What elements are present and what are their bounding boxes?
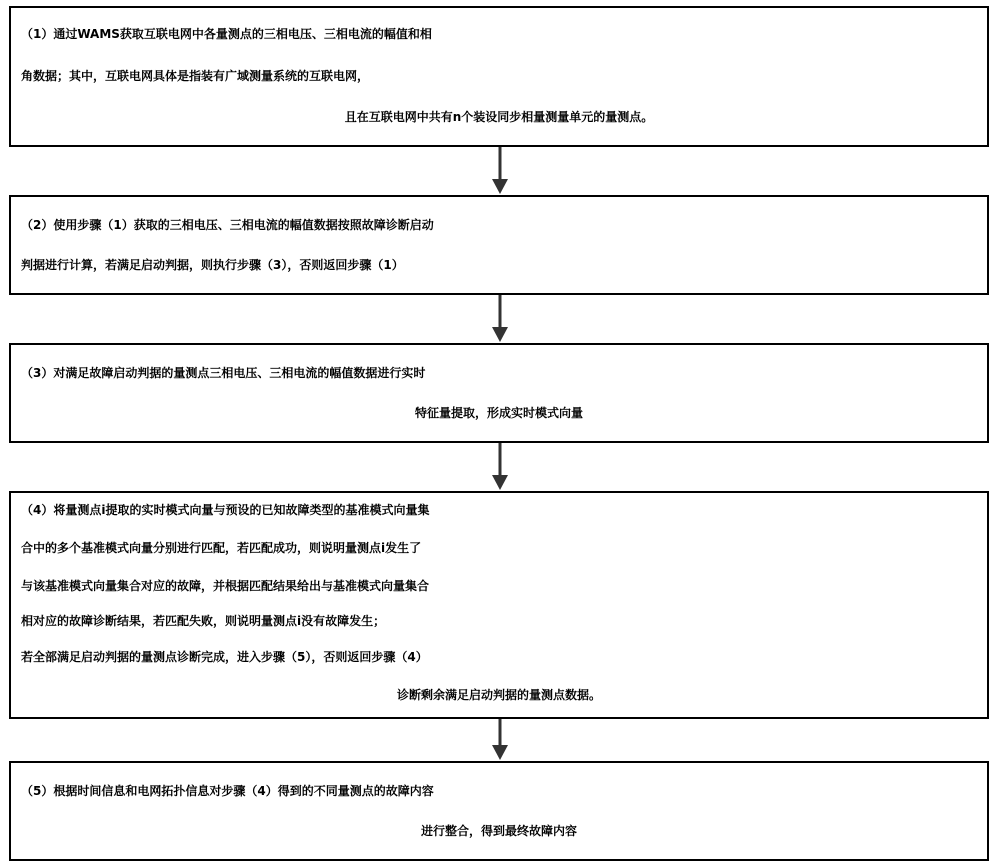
- step-3-box: [9, 343, 989, 443]
- step-2-line-2: 判据进行计算，若满足启动判据，则执行步骤（3），否则返回步骤（1）: [21, 258, 404, 272]
- step-3-line-1: （3）对满足故障启动判据的量测点三相电压、三相电流的幅值数据进行实时: [21, 366, 426, 380]
- step-4-line-6: 诊断剩余满足启动判据的量测点数据。: [396, 688, 601, 702]
- arrow-1-to-2: [489, 147, 511, 195]
- step-1-line-3: 且在互联电网中共有n个装设同步相量测量单元的量测点。: [344, 110, 654, 124]
- step-5-line-2: 进行整合，得到最终故障内容: [420, 824, 577, 838]
- step-2-line-1: （2）使用步骤（1）获取的三相电压、三相电流的幅值数据按照故障诊断启动: [21, 218, 434, 232]
- step-4-line-4: 相对应的故障诊断结果，若匹配失败，则说明量测点i没有故障发生；: [21, 614, 386, 628]
- arrow-2-to-3: [489, 295, 511, 343]
- step-4-box: [9, 491, 989, 719]
- step-4-line-2: 合中的多个基准模式向量分别进行匹配，若匹配成功，则说明量测点i发生了: [21, 541, 422, 555]
- step-4-line-1: （4）将量测点i提取的实时模式向量与预设的已知故障类型的基准模式向量集: [21, 503, 430, 517]
- step-1-line-2: 角数据；其中，互联电网具体是指装有广域测量系统的互联电网，: [21, 69, 370, 83]
- step-4-line-5: 若全部满足启动判据的量测点诊断完成，进入步骤（5），否则返回步骤（4）: [21, 650, 428, 664]
- step-5-line-1: （5）根据时间信息和电网拓扑信息对步骤（4）得到的不同量测点的故障内容: [21, 784, 434, 798]
- step-5-box: [9, 761, 989, 861]
- step-2-box: [9, 195, 989, 295]
- arrow-4-to-5: [489, 719, 511, 761]
- arrow-3-to-4: [489, 443, 511, 491]
- step-3-line-2: 特征量提取，形成实时模式向量: [414, 406, 583, 420]
- step-1-box: [9, 6, 989, 147]
- step-4-line-3: 与该基准模式向量集合对应的故障，并根据匹配结果给出与基准模式向量集合: [21, 579, 430, 593]
- step-1-line-1: （1）通过WAMS获取互联电网中各量测点的三相电压、三相电流的幅值和相: [21, 27, 432, 41]
